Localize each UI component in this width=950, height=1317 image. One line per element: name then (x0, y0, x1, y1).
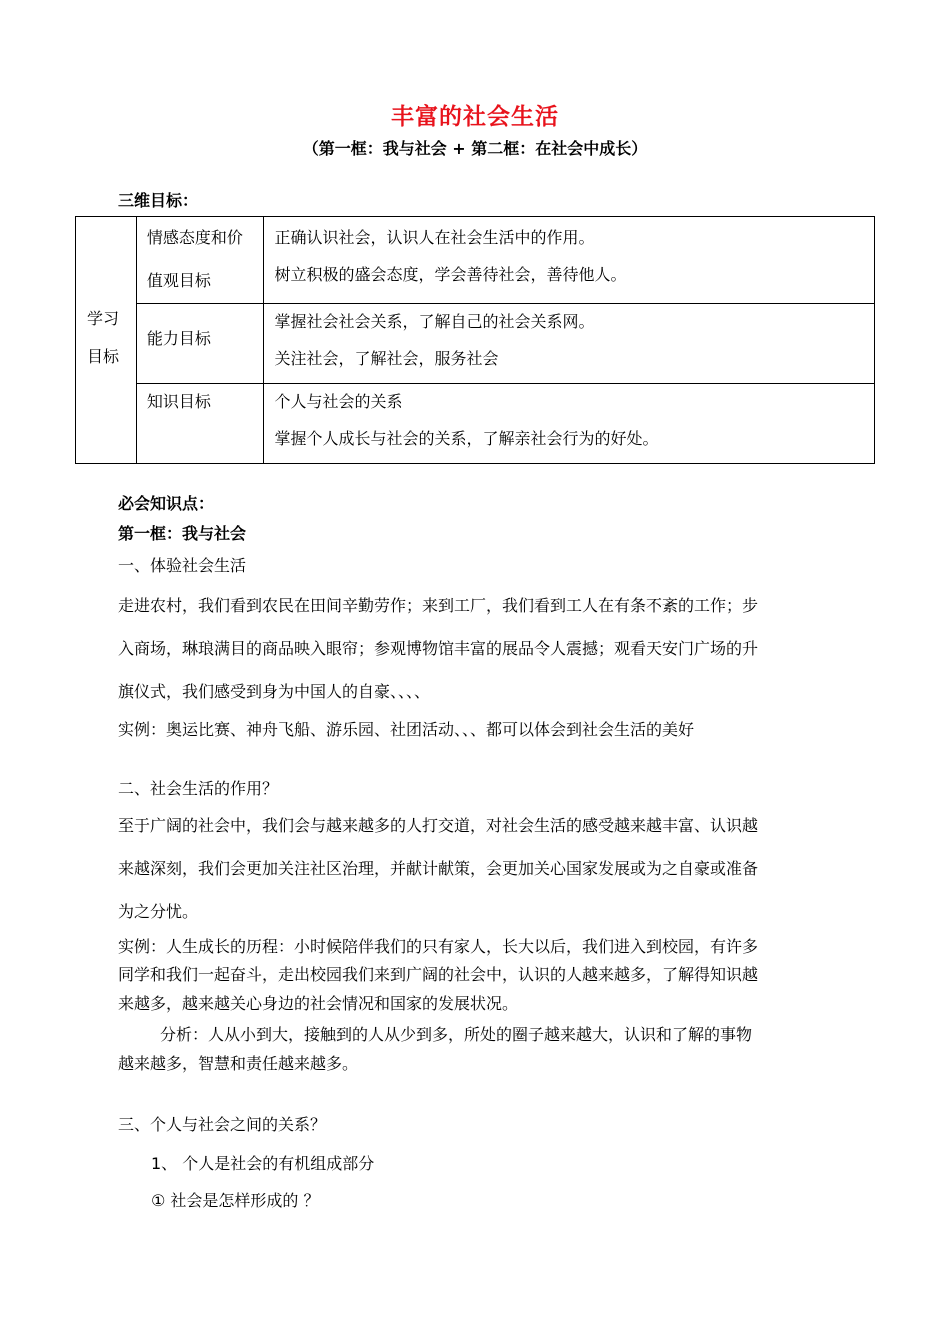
section2-example-line: 实例：人生成长的历程：小时候陪伴我们的只有家人，长大以后，我们进入到校园，有许多 (118, 937, 759, 956)
goals-content-cell (263, 217, 874, 304)
content-line: 掌握社会社会关系，了解自己的社会关系网。 (274, 312, 595, 332)
document-title: 丰富的社会生活 (391, 104, 559, 130)
category-line: 知识目标 (146, 391, 211, 411)
section2-analysis-line: 分析：人从小到大，接触到的人从少到多，所处的圈子越来越大，认识和了解的事物 (160, 1025, 753, 1044)
content-line: 树立积极的盛会态度，学会善待社会，善待他人。 (274, 265, 627, 284)
section2-paragraph-line: 来越深刻，我们会更加关注社区治理，并献计献策，会更加关心国家发展或为之自豪或准备 (118, 859, 759, 878)
goals-table (75, 216, 875, 464)
goals-category-cell (136, 383, 263, 463)
document-subtitle: （第一框：我与社会 + 第二框：在社会中成长） (302, 139, 648, 158)
must-know-heading: 必会知识点： (118, 494, 215, 513)
section2-paragraph-line: 为之分忧。 (118, 902, 199, 921)
section1-paragraph-line: 旗仪式，我们感受到身为中国人的自豪、、、、 (118, 682, 431, 701)
frame1-heading: 第一框：我与社会 (118, 524, 247, 543)
section1-paragraph-line: 入商场，琳琅满目的商品映入眼帘；参观博物馆丰富的展品令人震撼；观看天安门广场的升 (118, 639, 759, 658)
category-line: 能力目标 (146, 329, 211, 349)
section3-heading: 三、个人与社会之间的关系？ (118, 1115, 327, 1134)
section2-example-line: 同学和我们一起奋斗，走出校园我们来到广阔的社会中，认识的人越来越多，了解得知识越 (118, 965, 759, 984)
content-line: 关注社会，了解社会，服务社会 (274, 349, 499, 369)
goals-content-cell (263, 304, 874, 383)
content-line: 正确认识社会，认识人在社会生活中的作用。 (274, 228, 595, 247)
goals-category-cell (136, 217, 263, 304)
row-header-line: 目标 (87, 347, 120, 366)
section1-example: 实例：奥运比赛、神舟飞船、游乐园、社团活动、、、都可以体会到社会生活的美好 (118, 720, 695, 739)
section3-item1: 1、 个人是社会的有机组成部分 (151, 1154, 375, 1173)
category-line: 情感态度和价 (146, 228, 243, 247)
section3-sub1: ① 社会是怎样形成的 ？ (151, 1191, 320, 1210)
section2-heading: 二、社会生活的作用？ (118, 779, 279, 798)
goals-category-cell (136, 304, 263, 383)
goals-content-cell (263, 383, 874, 463)
category-line: 值观目标 (146, 271, 211, 290)
section1-paragraph-line: 走进农村，我们看到农民在田间辛勤劳作；来到工厂，我们看到工人在有条不紊的工作；步 (118, 596, 759, 615)
content-line: 个人与社会的关系 (274, 391, 403, 411)
section2-example-line: 来越多，越来越关心身边的社会情况和国家的发展状况。 (118, 994, 519, 1013)
goals-heading: 三维目标： (118, 191, 199, 210)
goals-row-header-cell (76, 217, 137, 464)
section2-paragraph-line: 至于广阔的社会中，我们会与越来越多的人打交道，对社会生活的感受越来越丰富、认识越 (118, 816, 759, 835)
section2-analysis-line: 越来越多，智慧和责任越来越多。 (118, 1054, 359, 1073)
section1-heading: 一、体验社会生活 (118, 556, 247, 575)
row-header-line: 学习 (87, 309, 120, 328)
content-line: 掌握个人成长与社会的关系，了解亲社会行为的好处。 (274, 428, 659, 448)
